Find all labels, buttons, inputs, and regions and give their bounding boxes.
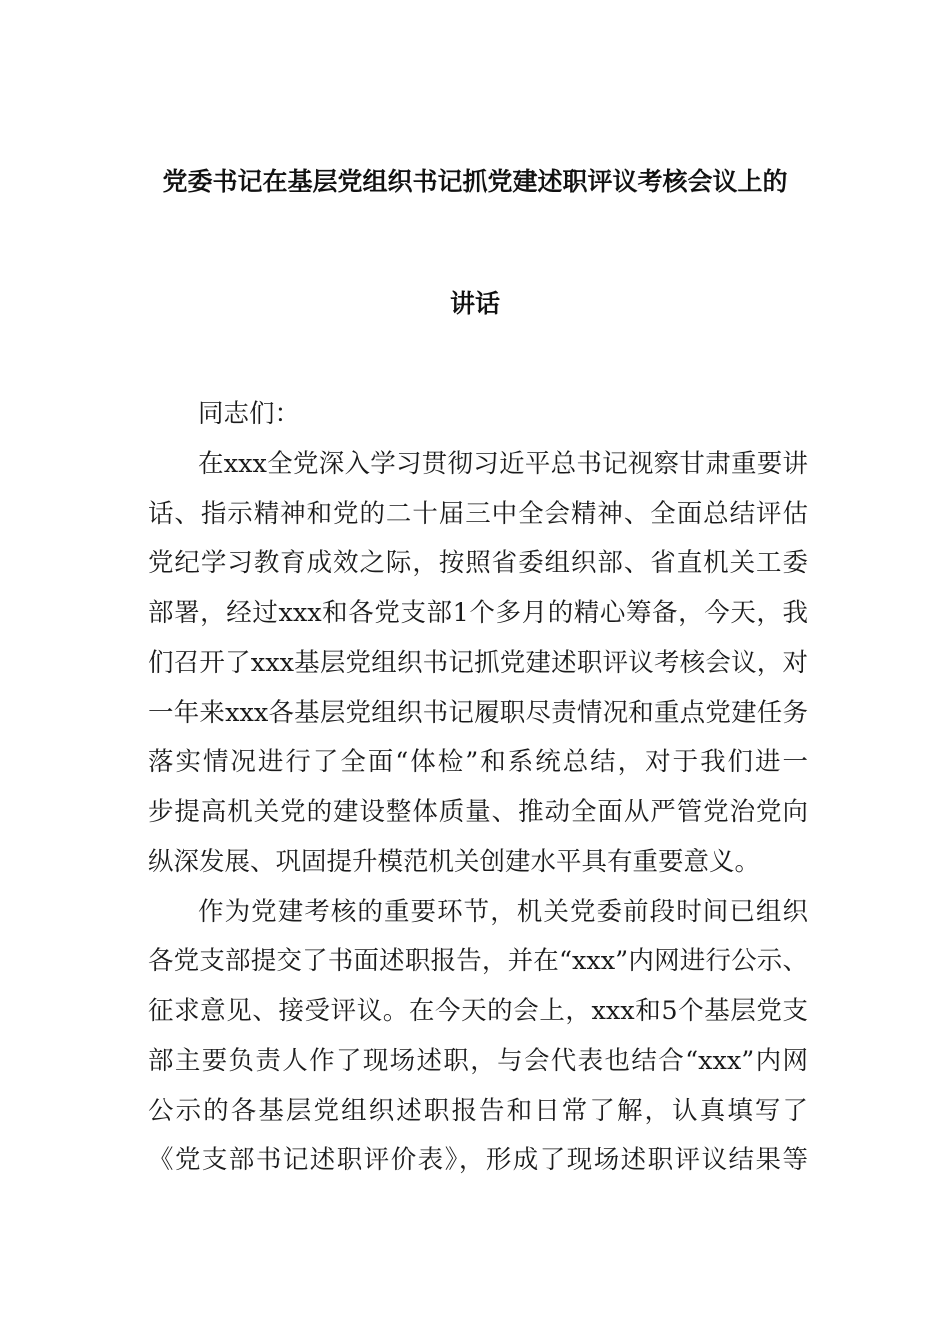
document-title-line-1: 党委书记在基层党组织书记抓党建述职评议考核会议上的 bbox=[162, 167, 788, 196]
salutation: 同志们： bbox=[198, 399, 301, 429]
body-line: 部署，经过xxx和各党支部1个多月的精心筹备，今天，我 bbox=[148, 598, 808, 628]
body-line: 们召开了xxx基层党组织书记抓党建述职评议考核会议，对 bbox=[148, 648, 808, 678]
body-line: 步提高机关党的建设整体质量、推动全面从严管党治党向 bbox=[148, 797, 808, 827]
body-line: 落实情况进行了全面“体检”和系统总结，对于我们进一 bbox=[148, 747, 808, 777]
body-line: 一年来xxx各基层党组织书记履职尽责情况和重点党建任务 bbox=[148, 698, 808, 728]
body-line: 征求意见、接受评议。在今天的会上，xxx和5个基层党支 bbox=[148, 996, 808, 1026]
body-line: 公示的各基层党组织述职报告和日常了解，认真填写了 bbox=[148, 1096, 808, 1126]
body-line: 话、指示精神和党的二十届三中全会精神、全面总结评估 bbox=[148, 499, 808, 529]
document-title-line-2: 讲话 bbox=[449, 289, 500, 318]
body-line: 各党支部提交了书面述职报告，并在“xxx”内网进行公示、 bbox=[148, 946, 808, 976]
body-line: 作为党建考核的重要环节，机关党委前段时间已组织 bbox=[198, 897, 808, 927]
body-line: 《党支部书记述职评价表》，形成了现场述职评议结果等 bbox=[148, 1145, 808, 1175]
body-line: 部主要负责人作了现场述职，与会代表也结合“xxx”内网 bbox=[148, 1046, 808, 1076]
body-line: 在xxx全党深入学习贯彻习近平总书记视察甘肃重要讲 bbox=[198, 449, 808, 479]
body-line: 纵深发展、巩固提升模范机关创建水平具有重要意义。 bbox=[148, 847, 761, 877]
body-line: 党纪学习教育成效之际，按照省委组织部、省直机关工委 bbox=[148, 548, 808, 578]
